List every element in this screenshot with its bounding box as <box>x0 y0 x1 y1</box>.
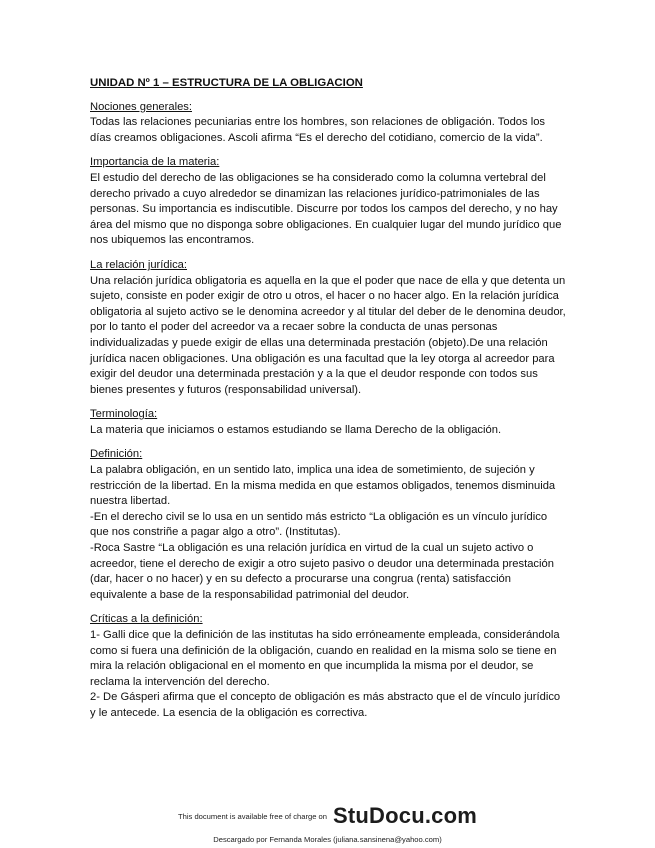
section-paragraph: El estudio del derecho de las obligaciones se ha considerado como la columna vertebral del derecho privado a cuyo alrededor se dinamizan las relaciones jurídico-patrimoniales de las personas. Su importancia es indiscutible. Discurre por todos los campos del derecho, y no hay área del mismo que no disponga sobre obligaciones. En cualquier lugar del mundo jurídico que nos ubiquemos las encontramos. <box>90 171 562 247</box>
section-heading: Críticas a la definición: <box>90 613 203 626</box>
section-heading: Terminología: <box>90 408 158 421</box>
section-heading: Nociones generales: <box>90 100 192 113</box>
section-nociones-generales <box>90 100 568 147</box>
section-paragraph: La palabra obligación, en un sentido lato, implica una idea de sometimiento, de sujeción y restricción de la libertad. En la misma medida en que estamos obligados, tenemos disminuida nuestra libertad. <box>90 464 556 508</box>
availability-text: This document is available free of charge on <box>177 811 327 821</box>
document-title: UNIDAD Nº 1 – ESTRUCTURA DE LA OBLIGACION <box>90 77 363 89</box>
section-paragraph: 2- De Gásperi afirma que el concepto de obligación es más abstracto que el de vínculo jurídico y le antecede. La esencia de la obligación es correctiva. <box>90 691 561 719</box>
section-heading: Importancia de la materia: <box>90 156 220 169</box>
section-importancia <box>90 155 568 249</box>
section-paragraph: Todas las relaciones pecuniarias entre los hombres, son relaciones de obligación. Todos los días creamos obligaciones. Ascoli afirma “Es el derecho del cotidiano, comercio de la vida”. <box>90 116 546 144</box>
studocu-banner <box>0 803 655 829</box>
section-paragraph: -En el derecho civil se lo usa en un sentido más estricto “La obligación es un vínculo jurídico que nos constriñe a pagar algo a otro”. (Institutas). <box>90 510 548 539</box>
page-footer <box>0 803 655 844</box>
downloaded-by-text: Descargado por Fernanda Morales (juliana.sansinena@yahoo.com) <box>213 835 442 844</box>
studocu-logo[interactable]: StuDocu.com <box>333 803 477 828</box>
section-terminologia <box>90 407 568 438</box>
section-paragraph: La materia que iniciamos o estamos estudiando se llama Derecho de la obligación. <box>90 423 502 436</box>
section-heading: Definición: <box>90 448 143 461</box>
section-heading: La relación jurídica: <box>90 258 188 271</box>
section-paragraph: -Roca Sastre “La obligación es una relación jurídica en virtud de la cual un sujeto activo o acreedor, tiene el derecho de exigir a otro sujeto pasivo o deudor una determinada prestación (dar, hacer o no hacer) y en su defecto a procurarse una congrua (renta) satisfacción equivalente a base de la responsabilidad patrimonial del deudor. <box>90 542 554 601</box>
section-paragraph: 1- Galli dice que la definición de las institutas ha sido erróneamente empleada, considerándola como si fuera una definición de la obligación, cuando en realidad en la misma solo se tiene en mira la relación obligacional en el momento en que incumplida la misma por el deudor, se reclama la intervención del derecho. <box>90 629 560 688</box>
section-definicion <box>90 447 568 603</box>
section-relacion-juridica <box>90 258 568 398</box>
section-criticas <box>90 612 568 721</box>
section-paragraph: Una relación jurídica obligatoria es aquella en la que el poder que nace de ella y que detenta un sujeto, consiste en poder exigir de otro u otros, el hacer o no hacer algo. En la relación jurídica obligatoria al sujeto activo se le denomina acreedor y al titular del deber de le denomina deudor, por lo tanto el poder del acreedor va a recaer sobre la conducta de unas personas individualizadas y puede exigir de ellas una determinada prestación (objeto).De una relación jurídica nacen obligaciones. Una obligación es una facultad que la ley otorga al acreedor para exigir del deudor una determinada prestación y a la que el deudor responde con todos sus bienes presentes y futuros (responsabilidad universal). <box>90 274 566 396</box>
document-page <box>90 76 568 731</box>
